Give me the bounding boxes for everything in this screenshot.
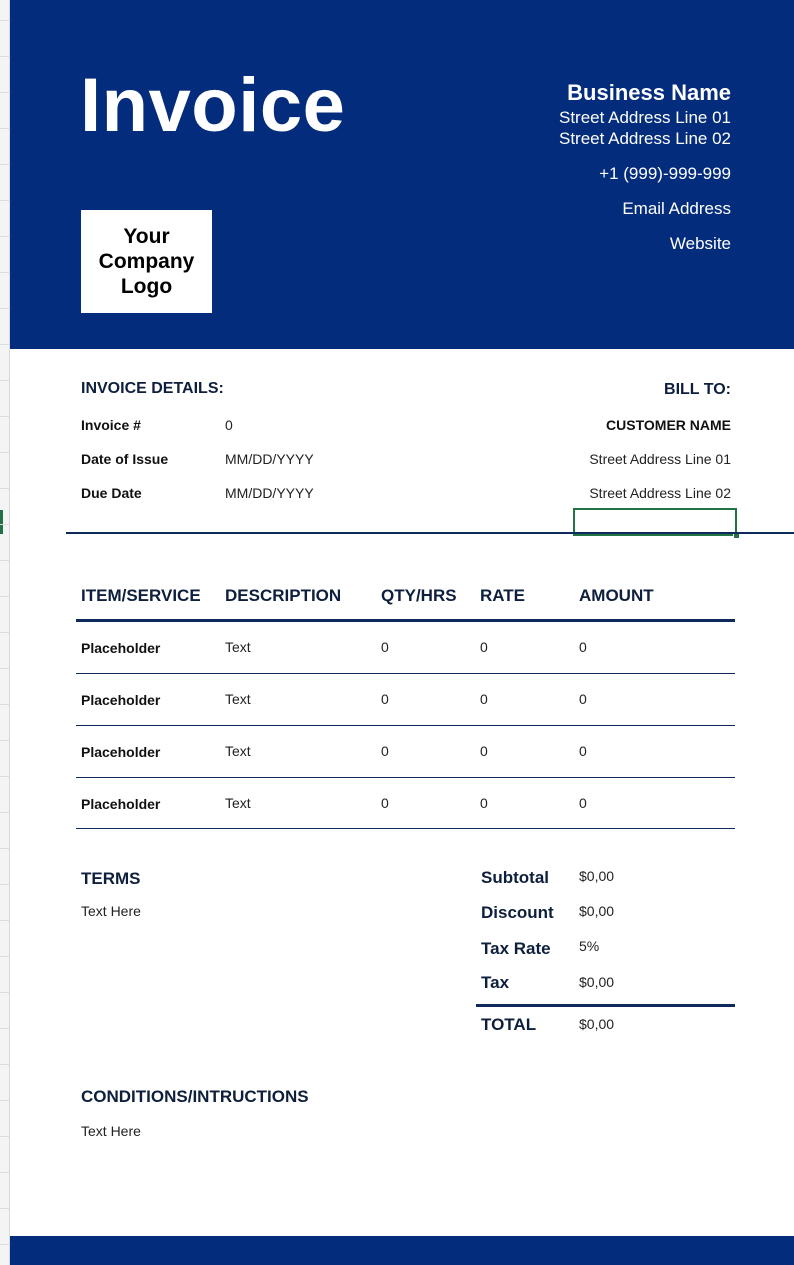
gutter-row-line (0, 1136, 10, 1137)
invoice-title: Invoice (80, 63, 346, 148)
business-website[interactable]: Website (669, 234, 731, 253)
row-4-qty[interactable]: 0 (381, 795, 389, 811)
gutter-row-line (0, 596, 10, 597)
gutter-row-line (0, 956, 10, 957)
due-date-value[interactable]: MM/DD/YYYY (225, 485, 314, 501)
row-4-item[interactable]: Placeholder (81, 796, 161, 812)
gutter-row-line (0, 1028, 10, 1029)
terms-heading: TERMS (81, 869, 141, 888)
company-logo[interactable]: Your Company Logo (81, 210, 212, 313)
gutter-row-line (0, 920, 10, 921)
gutter-row-line (0, 1064, 10, 1065)
gutter-row-line (0, 164, 10, 165)
row-selection-indicator (0, 510, 3, 534)
gutter-row-line (0, 128, 10, 129)
date-of-issue-label: Date of Issue (81, 451, 169, 467)
gutter-row-line (0, 632, 10, 633)
col-header-description: DESCRIPTION (225, 586, 342, 605)
terms-text[interactable]: Text Here (81, 903, 141, 919)
customer-street-line-1[interactable]: Street Address Line 01 (589, 451, 731, 467)
row-divider (76, 673, 735, 674)
totals-rule (476, 1004, 735, 1007)
gutter-row-line (0, 92, 10, 93)
gutter-row-line (0, 1100, 10, 1101)
col-header-rate: RATE (480, 586, 526, 605)
bill-to-heading: BILL TO: (664, 381, 731, 398)
gutter-row-line (0, 560, 10, 561)
gutter-row-line (0, 236, 10, 237)
gutter-row-line (0, 848, 10, 849)
row-2-item[interactable]: Placeholder (81, 692, 161, 708)
details-divider (66, 532, 794, 534)
col-header-amount: AMOUNT (579, 586, 654, 605)
gutter-row-line (0, 308, 10, 309)
row-divider (76, 777, 735, 778)
row-4-rate[interactable]: 0 (480, 795, 488, 811)
gutter-row-line (0, 20, 10, 21)
col-header-item: ITEM/SERVICE (81, 586, 201, 605)
tax-rate-value[interactable]: 5% (579, 938, 600, 954)
gutter-row-line (0, 740, 10, 741)
row-4-description[interactable]: Text (225, 795, 251, 811)
row-3-amount[interactable]: 0 (579, 743, 587, 759)
gutter-row-line (0, 1208, 10, 1209)
subtotal-value[interactable]: $0,00 (579, 868, 615, 884)
gutter-row-line (0, 380, 10, 381)
gutter-row-line (0, 272, 10, 273)
gutter-row-line (0, 668, 10, 669)
total-value[interactable]: $0,00 (579, 1016, 615, 1032)
conditions-text[interactable]: Text Here (81, 1123, 141, 1139)
row-1-qty[interactable]: 0 (381, 639, 389, 655)
row-gutter (0, 0, 10, 1265)
business-street-line-1[interactable]: Street Address Line 01 (558, 108, 731, 127)
invoice-number-label: Invoice # (81, 417, 141, 433)
business-info (511, 78, 731, 254)
gutter-row-line (0, 200, 10, 201)
business-street-line-2[interactable]: Street Address Line 02 (558, 129, 731, 148)
row-2-amount[interactable]: 0 (579, 691, 587, 707)
row-2-qty[interactable]: 0 (381, 691, 389, 707)
gutter-row-line (0, 524, 10, 525)
invoice-header (10, 0, 794, 349)
row-2-description[interactable]: Text (225, 691, 251, 707)
gutter-row-line (0, 1244, 10, 1245)
due-date-label: Due Date (81, 485, 142, 501)
invoice-footer (10, 1236, 794, 1265)
discount-label: Discount (481, 903, 554, 922)
business-email[interactable]: Email Address (622, 199, 731, 218)
total-label: TOTAL (481, 1015, 537, 1034)
date-of-issue-value[interactable]: MM/DD/YYYY (225, 451, 314, 467)
gutter-row-line (0, 416, 10, 417)
customer-name[interactable]: CUSTOMER NAME (606, 417, 731, 433)
row-3-description[interactable]: Text (225, 743, 251, 759)
col-header-qty: QTY/HRS (381, 586, 457, 605)
row-1-rate[interactable]: 0 (480, 639, 488, 655)
gutter-row-line (0, 812, 10, 813)
tax-rate-label: Tax Rate (481, 939, 551, 958)
table-header-rule (76, 619, 735, 622)
gutter-row-line (0, 992, 10, 993)
row-divider (76, 725, 735, 726)
business-name[interactable]: Business Name (567, 80, 731, 105)
conditions-heading: CONDITIONS/INTRUCTIONS (81, 1087, 309, 1106)
row-1-description[interactable]: Text (225, 639, 251, 655)
row-1-item[interactable]: Placeholder (81, 640, 161, 656)
gutter-row-line (0, 344, 10, 345)
tax-label: Tax (481, 973, 510, 992)
row-3-qty[interactable]: 0 (381, 743, 389, 759)
gutter-row-line (0, 704, 10, 705)
gutter-row-line (0, 776, 10, 777)
customer-street-line-2[interactable]: Street Address Line 02 (589, 485, 731, 501)
row-3-rate[interactable]: 0 (480, 743, 488, 759)
subtotal-label: Subtotal (481, 868, 549, 887)
row-2-rate[interactable]: 0 (480, 691, 488, 707)
invoice-number-value[interactable]: 0 (225, 417, 233, 433)
discount-value[interactable]: $0,00 (579, 903, 615, 919)
row-4-amount[interactable]: 0 (579, 795, 587, 811)
gutter-row-line (0, 488, 10, 489)
gutter-row-line (0, 884, 10, 885)
business-phone[interactable]: +1 (999)-999-999 (599, 164, 731, 183)
row-3-item[interactable]: Placeholder (81, 744, 161, 760)
invoice-details-heading: INVOICE DETAILS: (81, 380, 224, 397)
row-1-amount[interactable]: 0 (579, 639, 587, 655)
tax-value[interactable]: $0,00 (579, 974, 615, 990)
gutter-row-line (0, 452, 10, 453)
gutter-row-line (0, 56, 10, 57)
gutter-row-line (0, 1172, 10, 1173)
row-divider (76, 828, 735, 829)
